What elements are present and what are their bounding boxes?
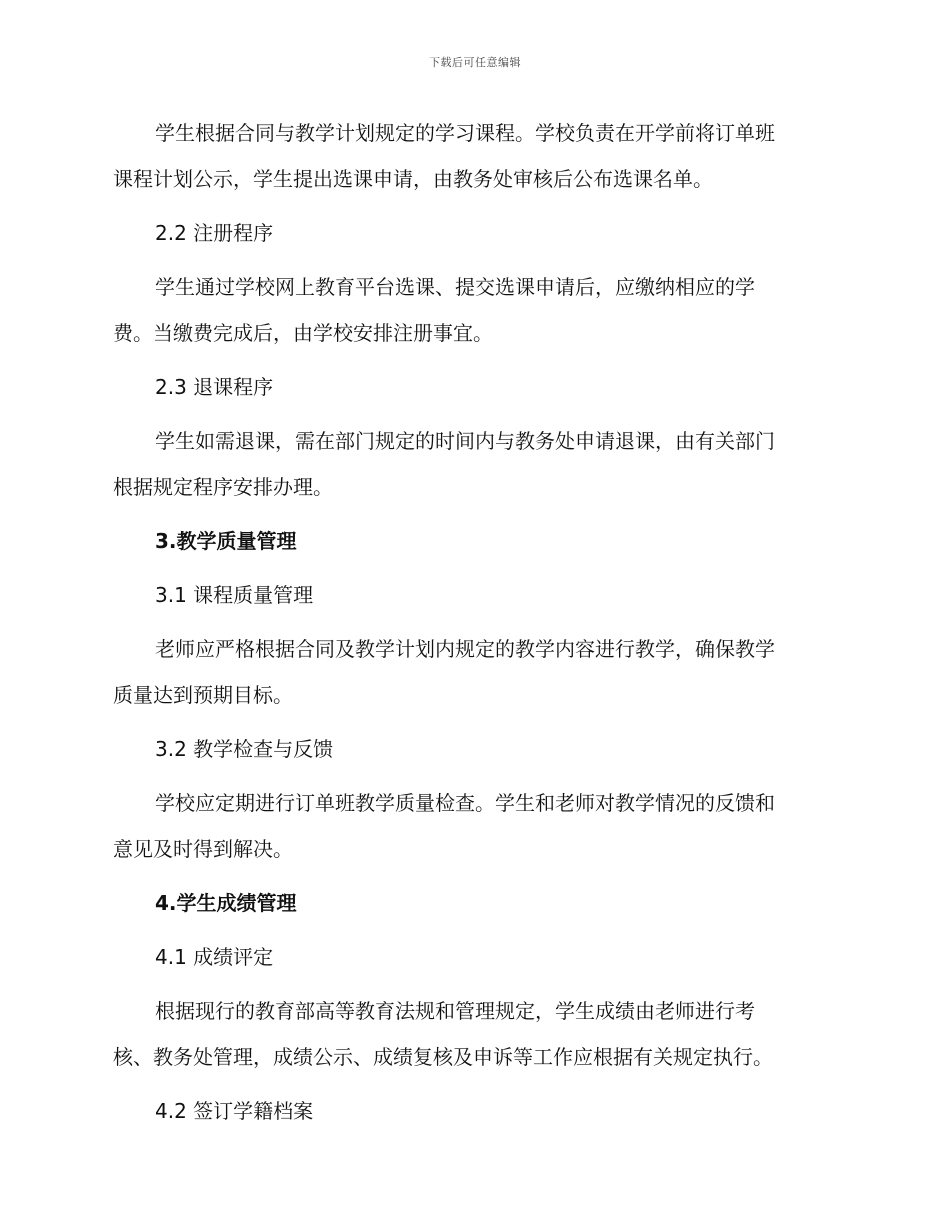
section-heading: 2.2 注册程序 — [155, 221, 274, 245]
paragraph-line: 学生根据合同与教学计划规定的学习课程。学校负责在开学前将订单班 — [155, 121, 775, 145]
paragraph-line: 意见及时得到解决。 — [113, 837, 293, 861]
document-body — [113, 110, 837, 1134]
paragraph-line: 根据现行的教育部高等教育法规和管理规定，学生成绩由老师进行考 — [155, 999, 755, 1023]
page-header: 下载后可任意编辑 — [429, 56, 521, 69]
paragraph-line: 学校应定期进行订单班教学质量检查。学生和老师对教学情况的反馈和 — [155, 791, 775, 815]
paragraph-line: 老师应严格根据合同及教学计划内规定的教学内容进行教学，确保教学 — [155, 637, 775, 661]
paragraph-line: 课程计划公示，学生提出选课申请，由教务处审核后公布选课名单。 — [113, 167, 713, 191]
paragraph-line: 质量达到预期目标。 — [113, 683, 293, 707]
paragraph-line: 根据规定程序安排办理。 — [113, 475, 333, 499]
chapter-heading: 4.学生成绩管理 — [155, 891, 297, 915]
paragraph-line: 费。当缴费完成后，由学校安排注册事宜。 — [113, 321, 493, 345]
section-heading: 3.1 课程质量管理 — [155, 583, 314, 607]
section-heading: 2.3 退课程序 — [155, 375, 274, 399]
paragraph-line: 核、教务处管理，成绩公示、成绩复核及申诉等工作应根据有关规定执行。 — [113, 1045, 773, 1069]
paragraph-line: 学生通过学校网上教育平台选课、提交选课申请后，应缴纳相应的学 — [155, 275, 755, 299]
chapter-heading: 3.教学质量管理 — [155, 529, 297, 553]
section-heading: 4.1 成绩评定 — [155, 945, 274, 969]
paragraph-line: 学生如需退课，需在部门规定的时间内与教务处申请退课，由有关部门 — [155, 429, 775, 453]
section-heading: 3.2 教学检查与反馈 — [155, 737, 334, 761]
section-heading: 4.2 签订学籍档案 — [155, 1099, 314, 1123]
